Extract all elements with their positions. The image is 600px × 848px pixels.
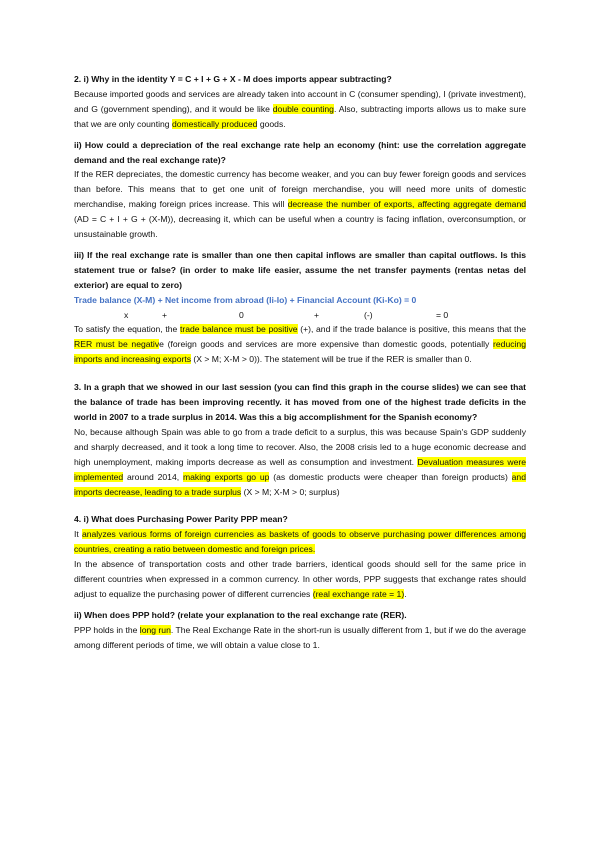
question-3: 3. In a graph that we showed in our last session (you can find this graph in the course slides) we can see that the balance of trade has been improving recently. it has moved from one of the highest trade deficits in the world in 2007 to a trade surplus in 2014. Was this a big accomplishment for the Spanish economy? xyxy=(74,382,526,423)
balance-of-payments-equation: Trade balance (X-M) + Net income from abroad (Ii-Io) + Financial Account (Ki-Ko) = 0 xyxy=(74,294,417,305)
highlight: reducing imports and increasing exports xyxy=(74,339,526,365)
question-2-iii: iii) If the real exchange rate is smaller than one then capital inflows are smaller than capital outflows. Is this statement true or false? (in order to make life easier, assume the net transfer payments (rentas netas del exterior) are equal to zero) xyxy=(74,249,526,290)
highlight: trade balance must be positive xyxy=(179,324,298,335)
highlight: decrease the number of exports, affecting aggregate demand xyxy=(287,199,527,210)
sign-trade-balance: x xyxy=(124,309,129,320)
answer-3: No, because although Spain was able to go from a trade deficit to a surplus, this was because Spain's GDP suddenly and sharply decreased, and it took a long time to recover. Also, the 2008 crisis led to a huge economic decrease and high unemployment, making imports decrease as well as consumption and investment. Devaluation measures were implemented around 2014, making exports go up (as domestic products were cheaper than foreign products) and imports decrease, leading to a trade surplus (X > M; X-M > 0; surplus) xyxy=(74,426,526,497)
highlight: analyzes various forms of foreign currencies as baskets of goods to observe purchasing power differences among countries, creating a ratio between domestic and foreign prices. xyxy=(74,529,527,555)
question-4-i: 4. i) What does Purchasing Power Parity PPP mean? xyxy=(74,514,288,525)
question-4-ii: ii) When does PPP hold? (relate your explanation to the real exchange rate (RER). xyxy=(74,609,407,620)
highlight: (real exchange rate = 1) xyxy=(312,588,405,599)
question-2-i: 2. i) Why in the identity Y = C + I + G + X - M does imports appear subtracting? xyxy=(74,74,392,84)
equation-signs-row xyxy=(74,308,526,323)
highlight: long run xyxy=(139,624,171,635)
sign-equals-zero: = 0 xyxy=(436,309,449,320)
answer-4-i-part2: In the absence of transportation costs and other trade barriers, identical goods should sell for the same price in different countries when expressed in a common currency. In other words, PPP suggests that exchange rates should adjust to equalize the purchasing power of different currencies (real exchange rate = 1). xyxy=(74,559,526,599)
sign-plus: + xyxy=(162,309,168,320)
sign-plus: + xyxy=(314,309,320,320)
question-2-ii: ii) How could a depreciation of the real exchange rate help an economy (hint: use the correlation aggregate demand and the real exchange rate)? xyxy=(74,139,526,165)
answer-2-i: Because imported goods and services are already taken into account in C (consumer spending), I (private investment), and G (government spending), and it would be like double counting. Also, subtracting imports allows us to make sure that we are only counting domestically produced goods. xyxy=(74,88,526,129)
sign-net-income: 0 xyxy=(239,309,244,320)
highlight: domestically produced xyxy=(171,118,258,129)
highlight: making exports go up xyxy=(182,471,270,482)
highlight: Devaluation measures were implemented xyxy=(74,456,526,482)
highlight: and imports decrease, leading to a trade surplus xyxy=(74,471,526,497)
sign-financial-account: (-) xyxy=(364,309,373,320)
answer-4-ii: PPP holds in the long run. The Real Exchange Rate in the short-run is usually different from 1, but if we do the average among different periods of time, we will obtain a value close to 1. xyxy=(74,624,526,650)
highlight: RER must be negativ xyxy=(74,339,160,350)
highlight: double counting xyxy=(272,103,334,114)
answer-2-ii: If the RER depreciates, the domestic currency has become weaker, and you can buy fewer foreign goods and services than before. This means that to get one unit of foreign merchandise, you will need more units of domestic merchandise, making foreign prices increase. This will decrease the number of exports, affecting aggregate demand (AD = C + I + G + (X-M)), decreasing it, which can be useful when a country is facing inflation, overconsumption, or unsustainable growth. xyxy=(74,169,527,240)
answer-4-i-part1: It analyzes various forms of foreign currencies as baskets of goods to observe purchasing power differences among countries, creating a ratio between domestic and foreign prices. xyxy=(74,529,527,555)
answer-2-iii: To satisfy the equation, the trade balance must be positive (+), and if the trade balance is positive, this means that the RER must be negative (foreign goods and services are more expensive than domestic goods, potentially reducing imports and increasing exports (X > M; X-M > 0)). The statement will be true if the RER is smaller than 0. xyxy=(74,324,526,365)
